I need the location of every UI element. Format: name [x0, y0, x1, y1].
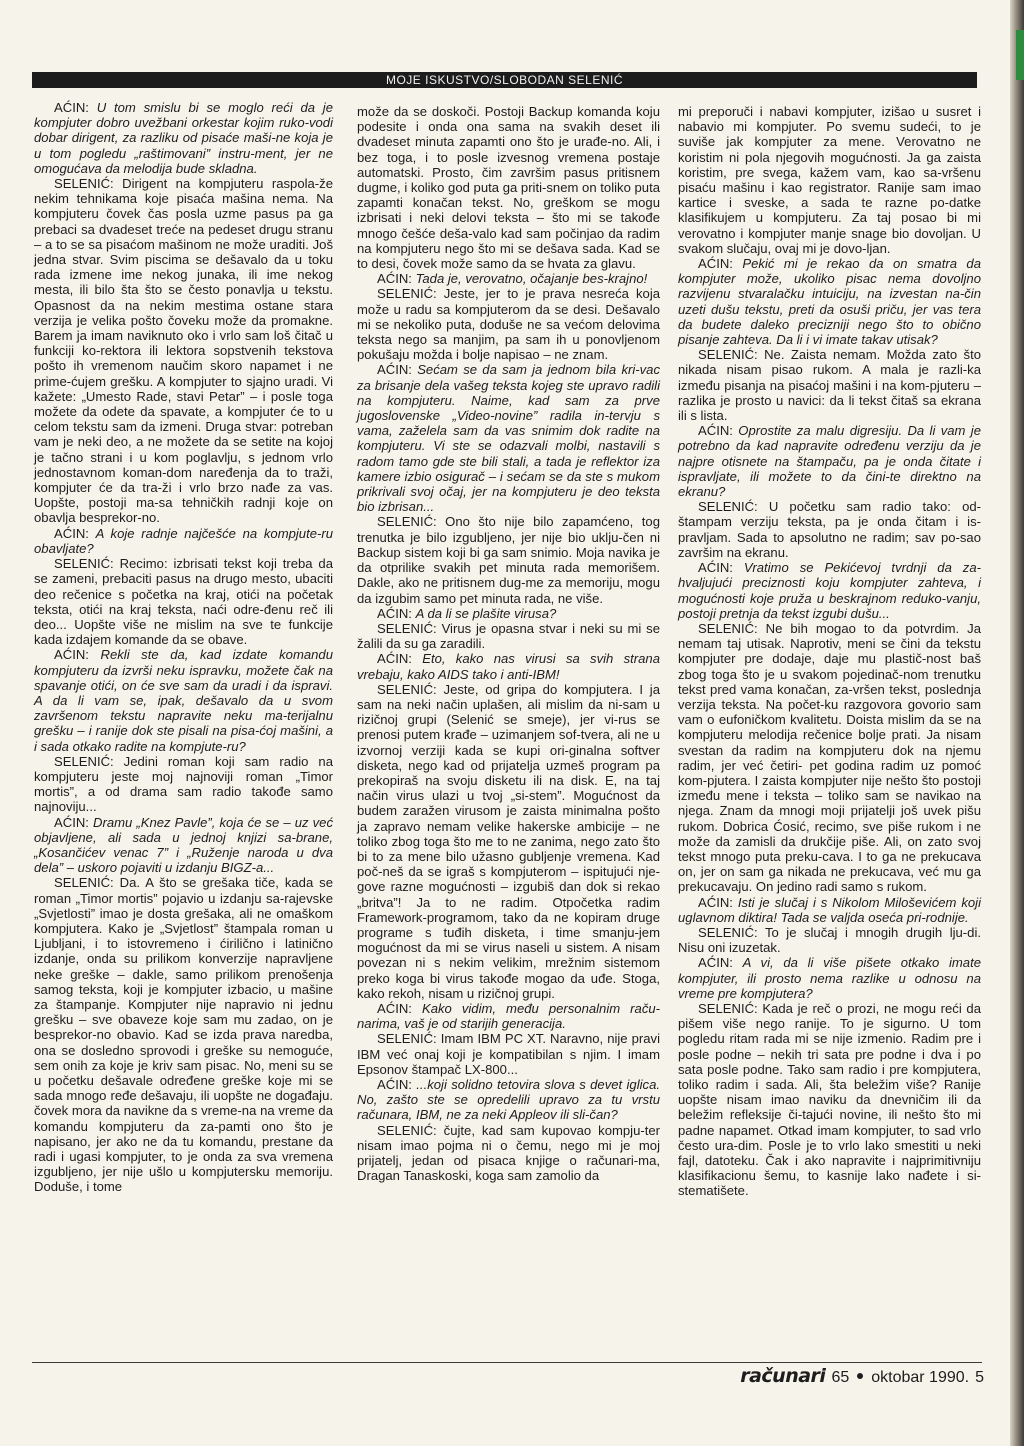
bullet-dot — [857, 1373, 863, 1379]
speaker-name: SELENIĆ — [54, 753, 111, 769]
text-column-3 — [678, 104, 981, 1199]
speaker-name: SELENIĆ — [54, 875, 111, 891]
interview-paragraph: SELENIĆ: Ono što nije bilo zapamćeno, tog trenutka je bilo izgubljeno, jer nije bio uklju-čen ni Backup sistem koji bi ga sam snimio. Moja navika je da otprilike svakih pet minuta rada memorišem. Dakle, ako ne pritisnem dug-me za memoriju, mogu da izgubim samo pet minuta rada, ne više. — [357, 514, 660, 606]
page-edge-mark — [1016, 30, 1024, 80]
interview-paragraph: SELENIĆ: Jedini roman koji sam radio na kompjuteru jeste moj najnoviji roman „Timor mortis”, a od drama sam radio takođe samo najnoviju... — [34, 753, 333, 815]
issue-number: 65 — [831, 1369, 850, 1386]
answer-text: Jeste, jer to je prava nesreća koja može u radu sa kompjuterom da se desi. Dešavalo mi se nekoliko puta, doduše ne sa većom delovima teksta nego sa manjim, pa sam ih u ponovljenom pokušaju možda i bolje napisao – ne znam. — [357, 286, 661, 363]
page-edge-shadow — [1010, 0, 1024, 1446]
question-text: Eto, kako nas virusi sa svih strana vrebaju, kako AIDS tako i anti-IBM! — [357, 651, 660, 682]
question-text: Isti je slučaj i s Nikolom Miloševićem koji uglavnom diktira! Tada se valjda oseća pri-rodnije. — [678, 894, 981, 925]
speaker-name: SELENIĆ — [698, 499, 755, 515]
interview-paragraph: SELENIĆ: U početku sam radio tako: od-štampam verziju teksta, pa je onda čitam i is-pravljam. Sada to apsolutno ne radim; sav po-sao završim na ekranu. — [678, 499, 981, 560]
speaker-name: SELENIĆ — [698, 1000, 755, 1016]
speaker-name: AĆIN — [54, 525, 86, 541]
answer-text: Kada je reč o prozi, ne mogu reći da pišem više nego ranije. To je sigurno. U tom pogledu ritam rada mi se nije izmenio. Radim pre i posle podne – nekih tri sata pre podne i dva i po sata posle podne. Tako sam radio i pre kompjutera, toliko radim i sada. Ali, šta beležim više? Ranije uopšte nisam imao naviku da dnevničim ili da beležim refleksije či-tajući novine, ili nešto što mi padne napamet. Otkad imam kompjuter, to sad vrlo često ura-dim. Posle je to vrlo lako smestiti u neki fajl, datoteku. Čak i ako napravite i najprimitivniju klasifikacionu šemu, to kasnije lako nađete i si-stematišete. — [678, 1000, 981, 1199]
speaker-name: SELENIĆ — [698, 620, 755, 636]
speaker-name: AĆIN — [377, 1077, 409, 1092]
question-text: Vratimo se Pekićevoj tvrdnji da za-hvaljujući preciznosti koju kompjuter zahteva, i mogućnosti koje pruža u beskrajnom reduko-vanju, postoji pretnja da tekst izgubi dušu... — [678, 560, 981, 621]
interview-paragraph — [678, 104, 981, 256]
speaker-name: SELENIĆ — [377, 286, 434, 302]
speaker-name: AĆIN — [54, 647, 86, 663]
question-text: Oprostite za malu digresiju. Da li vam je potrebno da kad napravite određenu verziju da je najpre otisnete na štampaču, pa je onda čitate i ispravljate, ili možete to da čini-te direktno na ekranu? — [678, 423, 981, 500]
interview-paragraph: AĆIN: Pekić mi je rekao da on smatra da kompjuter može, ukoliko pisac nema dovoljno razvijenu stvaralačku intuiciju, na izvestan na-čin uzeti dušu tekstu, preti da osuši priču, jer vas tera da budete daleko precizniji nego što to obično pisanje zahteva. Da li i vi imate takav utisak? — [678, 256, 981, 348]
question-text: A koje radnje najčešće na kompjute-ru obavljate? — [34, 525, 333, 556]
answer-text: Ne. Zaista nemam. Možda zato što nikada nisam pisao rukom. A mala je razli-ka između pisanja na pisaćoj mašini i na kom-pjuteru – razlika je prosto u navici: da li tekst čitaš sa ekrana ili s lista. — [678, 347, 981, 424]
answer-text: Dirigent na kompjuteru raspola-že nekim tehnikama koje pisaća mašina nema. Na kompjuteru čovek čas posla uzme pasus pa ga prebaci sa dvadeset treće na pedeset drugu stranu – a to se sa pisaćom mašinom ne može uraditi. Još jedna stvar. Svim piscima se dešavalo da u toku rada izmene ime nekog junaka, ili ime nekog mesta, ili bilo šta što se često ponavlja u tekstu. Opasnost da na nekim mestima ostane stara verzija je velika pošto čoveku može da promakne. Barem ja imam naviknuto oko i vrlo sam loš čitač u funkciji ko-rektora ili lektora sopstvenih tekstova pošto ih vremenom naučim skoro napamet i ne prime-ćujem grešku. A kompjuter to sjajno uradi. Vi kažete: „Umesto Rade, stavi Petar” – i posle toga možete da odete da spavate, a kompjuter će to u celom tekstu sam da izmeni. Druga stvar: potreban vam je neki deo, a ne možete da se setite na kojoj je tačno strani i u kom poglavlju, s jednom vrlo jednostavnom koman-dom naređenja da to traži, kompjuter će da tra-ži i vrlo brzo nađe za vas. Uopšte, postoji ma-sa tehničkih radnji koje on obavlja besprekor-no. — [34, 176, 333, 526]
answer-text: Jedini roman koji sam radio na kompjuteru jeste moj najnoviji roman „Timor mortis”, a od drama sam radio takođe samo najnoviju... — [34, 753, 333, 815]
section-header-bar — [32, 72, 977, 88]
speaker-name: SELENIĆ — [698, 347, 755, 363]
interview-paragraph: SELENIĆ: Jeste, jer to je prava nesreća koja može u radu sa kompjuterom da se desi. Dešavalo mi se nekoliko puta, doduše ne sa većom delovima teksta nego sa manjim, pa sam ih u ponovljenom pokušaju možda i bolje napisao – ne znam. — [357, 286, 661, 363]
speaker-name: AĆIN — [377, 651, 409, 667]
speaker-name: AĆIN — [377, 605, 409, 621]
interview-paragraph: AĆIN: Kako vidim, među personalnim raču-narima, vaš je od starijih generacija. — [357, 1000, 661, 1032]
question-text: Dramu „Knez Pavle”, koja će se – uz već objavljene, ali sada u jednoj knjizi sa-brane, „Kosančićev venac 7” i „Ruženje naroda u dva dela” – uskoro pojaviti u izdanju BIGZ-a... — [34, 814, 334, 876]
section-title: MOJE ISKUSTVO/SLOBODAN SELENIĆ — [385, 73, 624, 87]
interview-paragraph: AĆIN: Eto, kako nas virusi sa svih strana vrebaju, kako AIDS tako i anti-IBM! — [357, 651, 660, 682]
answer-text: mi preporuči i nabavi kompjuter, izišao u susret i nabavio mi kompjuter. Po svemu sudeći, to je suviše jak kompjuter za mene. Verovatno ne koristim ni pola njegovih mogućnosti. Ja ga zaista koristim, pre svega, kažem vam, kao sa-vršenu pisaću mašinu i kao registrator. Ranije sam imao kartice i sveske, a sada te razne po-datke klasifikujem u kompjuteru. Za taj posao bi mi verovatno i kompjuter manje snage bio dovoljan. U svakom slučaju, ovaj mi je dovo-ljan. — [678, 104, 981, 256]
interview-paragraph: AĆIN: Sećam se da sam ja jednom bila kri-vac za brisanje dela vašeg teksta kojeg ste upravo radili na kompjuteru. Naime, kad sam za prve jugoslovenske „Video-novine” radila in-tervju s vama, zaželela sam da vas snimim dok radite na kompjuteru. Vi ste se odazvali molbi, nastavili s radom tamo gde ste bili stali, a tada je reflektor iza kamere izbio osigurač – i sećam se da ste s mukom prikrivali svoj očaj, jer na kompjuteru je deo teksta bio izbrisan... — [357, 362, 660, 515]
page-footer — [740, 1366, 984, 1388]
speaker-name: AĆIN — [377, 1000, 409, 1016]
interview-paragraph: SELENIĆ: Recimo: izbrisati tekst koji treba da se zameni, prebaciti pasus na drugo mesto, ubaciti deo rečenice s početka na kraj, otići na početak teksta, otići na kraj teksta, naći odre-đenu reč ili deo... Uopšte više ne mislim na sve te funkcije kada izdajem komande da se obave. — [34, 556, 333, 648]
question-text: Kako vidim, među personalnim raču-narima, vaš je od starijih generacija. — [357, 1000, 661, 1032]
answer-text: Ono što nije bilo zapamćeno, tog trenutka je bilo izgubljeno, jer nije bio uklju-čen ni Backup sistem koji bi ga sam snimio. Moja navika je da otprilike svakih pet minuta rada memorišem. Dakle, ako ne pritisnem dug-me za memoriju, mogu da izgubim samo pet minuta rada, ne više. — [357, 514, 660, 606]
answer-text: Imam IBM PC XT. Naravno, nije pravi IBM već onaj koji je kompatibilan s njim. I imam Epsonov štampač LX-800... — [357, 1031, 660, 1077]
interview-paragraph: AĆIN: A koje radnje najčešće na kompjute-ru obavljate? — [34, 525, 333, 556]
interview-paragraph: AĆIN: Oprostite za malu digresiju. Da li vam je potrebno da kad napravite određenu verziju da je najpre otisnete na štampaču, pa je onda čitate i ispravljate, ili možete to da čini-te direktno na ekranu? — [678, 423, 981, 500]
speaker-name: AĆIN — [698, 256, 730, 272]
speaker-name: SELENIĆ — [377, 1122, 434, 1138]
answer-text: Jeste, od gripa do kompjutera. I ja sam na neki način uplašen, ali mislim da ni-sam u rizičnoj grupi (Selenić se smeje), jer vi-rus se prenosi putem krađe – uzimanjem sof-tvera, ali ne u izvornoj verziji kada se kupi ori-ginalna softver disketa, nego kad od prijatelja uzmeš program pa prekopiraš na svoju disketu ili na disk. E, na taj način virus ulazi u tvoj „si-stem”. Mogućnost da budem zaražen virusom je zaista minimalna pošto ja zapravo nemam velike hakerske ambicije – ne toliko zbog toga što me to ne zanima, nego zato što bi to za mene bilo užasno gubljenje vremena. Kad poč-neš da se igraš s kompjuterom – ispitujući nje-gove razne mogućnosti – izgubiš dan dok si rekao „britva”! Ja to ne radim. Otpočetka radim Framework-programom, tako da ne kopiram druge programe s tuđih disketa, i time smanju-jem mogućnost da mi se virus naseli u sistem. A nisam povezan ni s nekim velikim, mrežnim sistemom preko koga bi virus takođe mogao da uđe. Stoga, kako rekoh, nisam u rizičnoj grupi. — [357, 681, 660, 1001]
interview-paragraph: SELENIĆ: To je slučaj i mnogih drugih lju-di. Nisu oni izuzetak. — [678, 924, 981, 956]
text-column-1 — [34, 100, 333, 1195]
speaker-name: AĆIN — [54, 814, 86, 830]
interview-paragraph: SELENIĆ: Kada je reč o prozi, ne mogu reći da pišem više nego ranije. To je sigurno. U tom pogledu ritam rada mi se nije izmenio. Radim pre i posle podne – nekih tri sata pre podne i dva i po sata posle podne. Tako sam radio i pre kompjutera, toliko radim i sada. Ali, šta beležim više? Ranije uopšte nisam imao naviku da dnevničim ili da beležim refleksije či-tajući novine, ili nešto što mi padne napamet. Otkad imam kompjuter, to sad vrlo često ura-dim. Posle je to vrlo lako smestiti u neki fajl, datoteku. Čak i ako napravite i najprimitivniju klasifikacionu šemu, to kasnije lako nađete i si-stematišete. — [678, 1000, 981, 1199]
speaker-name: SELENIĆ — [377, 620, 434, 636]
interview-paragraph: AĆIN: Vratimo se Pekićevoj tvrdnji da za-hvaljujući preciznosti koju kompjuter zahteva, i mogućnosti koje pruža u beskrajnom reduko-vanju, postoji pretnja da tekst izgubi dušu... — [678, 560, 981, 621]
interview-paragraph: AĆIN: ...koji solidno tetovira slova s devet iglica. No, zašto ste se opredelili upravo za tu vrstu računara, IBM, ne za neki Appleov ili sli-čan? — [357, 1077, 660, 1123]
interview-paragraph: AĆIN: Rekli ste da, kad izdate komandu kompjuteru da izvrši neku ispravku, možete čak na spavanje otići, on će sve sam da uradi i da ispravi. A da li vam se, ipak, dešavalo da u svom završenom tekstu napravite neku ma-terijalnu grešku – i ranije dok ste pisali na pisa-ćoj mašini, a i sada otkako radite na kompjute-ru? — [34, 647, 333, 754]
speaker-name: AĆIN — [698, 955, 730, 971]
speaker-name: SELENIĆ — [377, 514, 434, 530]
speaker-name: AĆIN — [377, 271, 409, 287]
answer-text: U početku sam radio tako: od-štampam verziju teksta, pa je onda čitam i is-pravljam. Sada to apsolutno ne radim; sav po-sao završim na ekranu. — [678, 499, 981, 560]
interview-paragraph: AĆIN: A vi, da li više pišete otkako imate kompjuter, ili prosto nema razlike u odnosu na vreme pre kompjutera? — [678, 955, 981, 1001]
speaker-name: SELENIĆ — [377, 1031, 434, 1047]
question-text: Tada je, verovatno, očajanje bes-krajno! — [415, 271, 648, 287]
interview-paragraph: SELENIĆ: Imam IBM PC XT. Naravno, nije pravi IBM već onaj koji je kompatibilan s njim. I imam Epsonov štampač LX-800... — [357, 1031, 660, 1077]
question-text: Pekić mi je rekao da on smatra da kompjuter može, ukoliko pisac nema dovoljno razvijenu stvaralačku intuiciju, na izvestan na-čin uzeti dušu tekstu, preti da osuši priču, jer vas tera da budete daleko precizniji nego što to obično pisanje zahteva. Da li i vi imate takav utisak? — [678, 256, 981, 348]
question-text: Rekli ste da, kad izdate komandu kompjuteru da izvrši neku ispravku, možete čak na spavanje otići, on će sve sam da uradi i da ispravi. A da li vam se, ipak, dešavalo da u svom završenom tekstu napravite neku ma-terijalnu grešku – i ranije dok ste pisali na pisa-ćoj mašini, a i sada otkako radite na kompjute-ru? — [34, 647, 333, 754]
interview-paragraph: SELENIĆ: čujte, kad sam kupovao kompju-ter nisam imao pojma ni o čemu, nego mi je moj prijatelj, jedan od pisaca knjige o računari-ma, Dragan Tanaskoski, koga sam zamolio da — [357, 1122, 660, 1184]
speaker-name: AĆIN — [698, 894, 730, 910]
text-column-2 — [357, 104, 660, 1183]
page-number: 5 — [975, 1369, 984, 1386]
interview-paragraph — [357, 104, 660, 271]
speaker-name: AĆIN — [54, 100, 86, 115]
interview-paragraph: SELENIĆ: Jeste, od gripa do kompjutera. I ja sam na neki način uplašen, ali mislim da ni-sam u rizičnoj grupi (Selenić se smeje), jer vi-rus se prenosi putem krađe – uzimanjem sof-tvera, ali ne u izvornoj verziji kada se kupi ori-ginalna softver disketa, nego kad od prijatelja uzmeš program pa prekopiraš na svoju disketu ili na disk. E, na taj način virus ulazi u tvoj „si-stem”. Mogućnost da budem zaražen virusom je zaista minimalna pošto ja zapravo nemam velike hakerske ambicije – ne toliko zbog toga što me to ne zanima, nego zato što bi to za mene bilo užasno gubljenje vremena. Kad poč-neš da se igraš s kompjuterom – ispitujući nje-gove razne mogućnosti – izgubiš dan dok si rekao „britva”! Ja to ne radim. Otpočetka radim Framework-programom, tako da ne kopiram druge programe s tuđih disketa, i time smanju-jem mogućnost da mi se virus naseli u sistem. A nisam povezan ni s nekim velikim, mrežnim sistemom preko koga bi virus takođe mogao da uđe. Stoga, kako rekoh, nisam u rizičnoj grupi. — [357, 681, 660, 1001]
interview-paragraph: AĆIN: U tom smislu bi se moglo reći da je kompjuter dobro uvežbani orkestar kojim ruko-vodi dobar dirigent, za razliku od pisaće maši-ne koja je u tom pogledu „raštimovani” instru-ment, jer ne omogućava da melodija bude skladna. — [34, 100, 333, 176]
question-text: A da li se plašite virusa? — [415, 605, 557, 621]
answer-text: Recimo: izbrisati tekst koji treba da se zameni, prebaciti pasus na drugo mesto, ubaciti deo rečenice s početka na kraj, otići na početak teksta, otići na kraj teksta, naći odre-đenu reč ili deo... Uopšte više ne mislim na sve te funkcije kada izdajem komande da se obave. — [34, 556, 333, 648]
interview-paragraph: SELENIĆ: Da. A što se grešaka tiče, kada se roman „Timor mortis” pojavio u izdanju sa-rajevske „Svjetlosti” imao je dosta grešaka, ali ne omaškom kompjutera. Kako je „Svjetlost” štampala roman u Ljubljani, i to istovremeno i ćirilično i latinično izdanje, onda su prilikom konverzije napravljene neke greške – dakle, samo prilikom prenošenja samog teksta, koji je kompjuter izbacio, u mašine za štampanje. Kompjuter nije napravio ni jednu grešku – sve obaveze koje sam mu zadao, on je besprekor-no obavio. Kad se izda prava naredba, ona se dosledno sprovodi i greške su nemoguće, sem onih za koje je kriv sam pisac. No, meni su se u početku dešavale određene greške koje mi se sada mnogo ređe dešavaju, ili uopšte ne događaju. čovek mora da navikne da s vreme-na na vreme da komandu kompjuteru da za-pamti ono što je napisano, jer ako ne da tu komandu, prestane da radi i ugasi kompjuter, to je onda za sva vremena izgubljeno, jer nije ušlo u kompjutersku memoriju. Doduše, i tome — [34, 875, 334, 1195]
question-text: A vi, da li više pišete otkako imate kompjuter, ili prosto nema razlike u odnosu na vreme pre kompjutera? — [678, 955, 981, 1001]
answer-text: čujte, kad sam kupovao kompju-ter nisam imao pojma ni o čemu, nego mi je moj prijatelj, jedan od pisaca knjige o računari-ma, Dragan Tanaskoski, koga sam zamolio da — [357, 1122, 660, 1184]
issue-date: oktobar 1990. — [871, 1369, 970, 1386]
interview-paragraph: AĆIN: A da li se plašite virusa? — [377, 605, 557, 621]
question-text: Sećam se da sam ja jednom bila kri-vac za brisanje dela vašeg teksta kojeg ste upravo radili na kompjuteru. Naime, kad sam za prve jugoslovenske „Video-novine” radila in-tervju s vama, zaželela sam da vas snimim dok radite na kompjuteru. Vi ste se odazvali molbi, nastavili s radom tamo gde ste bili stali, a tada je reflektor iza kamere izbio osigurač – i sećam se da ste s mukom prikrivali svoj očaj, jer na kompjuteru je deo teksta bio izbrisan... — [357, 362, 660, 515]
question-text: ...koji solidno tetovira slova s devet iglica. No, zašto ste se opredelili upravo za tu vrstu računara, IBM, ne za neki Appleov ili sli-čan? — [357, 1077, 660, 1123]
interview-paragraph: SELENIĆ: Dirigent na kompjuteru raspola-že nekim tehnikama koje pisaća mašina nema. Na kompjuteru čovek čas posla uzme pasus pa ga prebaci sa dvadeset treće na pedeset drugu stranu – a to se sa pisaćom mašinom ne može uraditi. Još jedna stvar. Svim piscima se dešavalo da u toku rada izmene ime nekog junaka, ili ime nekog mesta, ili bilo šta što se često ponavlja u tekstu. Opasnost da na nekim mestima ostane stara verzija je velika pošto čoveku može da promakne. Barem ja imam naviknuto oko i vrlo sam loš čitač u funkciji ko-rektora ili lektora sopstvenih tekstova pošto ih vremenom naučim skoro napamet i ne prime-ćujem grešku. A kompjuter to sjajno uradi. Vi kažete: „Umesto Rade, stavi Petar” – i posle toga možete da odete da spavate, a kompjuter će to u celom tekstu sam da izmeni. Druga stvar: potreban vam je neki deo, a ne možete da se setite na kojoj je tačno strani i u kom poglavlju, s jednom vrlo jednostavnom koman-dom naređenja da to traži, kompjuter će da tra-ži i vrlo brzo nađe za vas. Uopšte, postoji ma-sa tehničkih radnji koje on obavlja besprekor-no. — [34, 176, 333, 526]
answer-text: Ne bih mogao to da potvrdim. Ja nemam taj utisak. Naprotiv, meni se čini da tekstu kompjuter pre dodaje, daje mu plastič-nost baš zbog toga što je u svakom pojedinač-nom trenutku tekst pred vama konačan, za-vršen tekst, poslednja verzija teksta. Na počet-ku razgovora govorio sam vam o eufoničkom kvalitetu. Doista mislim da se na kompjuteru melodija rečenice bolje prati. Ja nisam svestan da radim na kompjuteru dok na njemu radim, jer već četiri- pet godina radim uz pomoć kom-pjutera. I zaista kompjuter nije nešto što postoji između menе i teksta – toliko sam se navikao na njega. Znam da mnogi moji prijatelji još uvek pišu rukom. Dobrica Ćosić, recimo, sve piše rukom i ne može da zamisli da drukčije piše. Ali, on zato svoj tekst mnogo puta preku-cava. I to ga ne prekucava on, jer on sam ga nikada ne prekucava, već mu ga prekucavaju. On jedino radi samo s rukom. — [678, 620, 981, 895]
speaker-name: SELENIĆ — [54, 556, 111, 572]
answer-text: Virus je opasna stvar i neki su mi se žalili da su ga zaradili. — [357, 620, 661, 652]
speaker-name: SELENIĆ — [377, 681, 434, 697]
speaker-name: SELENIĆ — [54, 176, 111, 192]
interview-paragraph: AĆIN: Tada je, verovatno, očajanje bes-krajno! — [377, 271, 648, 287]
speaker-name: AĆIN — [698, 560, 730, 576]
interview-paragraph: SELENIĆ: Ne bih mogao to da potvrdim. Ja nemam taj utisak. Naprotiv, meni se čini da tekstu kompjuter pre dodaje, daje mu plastič-nost baš zbog toga što je u svakom pojedinač-nom trenutku tekst pred vama konačan, za-vršen tekst, poslednja verzija teksta. Na počet-ku razgovora govorio sam vam o eufoničkom kvalitetu. Doista mislim da se na kompjuteru melodija rečenice bolje prati. Ja nisam svestan da radim na kompjuteru dok na njemu radim, jer već četiri- pet godina radim uz pomoć kom-pjutera. I zaista kompjuter nije nešto što postoji između menе i teksta – toliko sam se navikao na njega. Znam da mnogi moji prijatelji još uvek pišu rukom. Dobrica Ćosić, recimo, sve piše rukom i ne može da zamisli da drukčije piše. Ali, on zato svoj tekst mnogo puta preku-cava. I to ga ne prekucava on, jer on sam ga nikada ne prekucava, već mu ga prekucavaju. On jedino radi samo s rukom. — [678, 620, 981, 895]
interview-paragraph: SELENIĆ: Virus je opasna stvar i neki su mi se žalili da su ga zaradili. — [357, 620, 661, 652]
magazine-logo: računari — [740, 1365, 826, 1387]
speaker-name: SELENIĆ — [698, 924, 755, 940]
footer-rule — [32, 1362, 982, 1363]
answer-text: Da. A što se grešaka tiče, kada se roman „Timor mortis” pojavio u izdanju sa-rajevske „Svjetlosti” imao je dosta grešaka, ali ne omaškom kompjutera. Kako je „Svjetlost” štampala roman u Ljubljani, i to istovremeno i ćirilično i latinično izdanje, onda su prilikom konverzije napravljene neke greške – dakle, samo prilikom prenošenja samog teksta, koji je kompjuter izbacio, u mašine za štampanje. Kompjuter nije napravio ni jednu grešku – sve obaveze koje sam mu zadao, on je besprekor-no obavio. Kad se izda prava naredba, ona se dosledno sprovodi i greške su nemoguće, sem onih za koje je kriv sam pisac. No, meni su se u početku dešavale određene greške koje mi se sada mnogo ređe dešavaju, ili uopšte ne događaju. čovek mora da navikne da s vreme-na na vreme da komandu kompjuteru da za-pamti ono što je napisano, jer ako ne da tu komandu, prestane da radi i ugasi kompjuter, to je onda za sva vremena izgubljeno, jer nije ušlo u kompjutersku memoriju. Doduše, i tome — [34, 875, 334, 1195]
question-text: U tom smislu bi se moglo reći da je kompjuter dobro uvežbani orkestar kojim ruko-vodi dobar dirigent, za razliku od pisaće maši-ne koja je u tom pogledu „raštimovani” instru-ment, jer ne omogućava da melodija bude skladna. — [34, 100, 333, 176]
answer-text: To je slučaj i mnogih drugih lju-di. Nisu oni izuzetak. — [678, 924, 981, 956]
answer-text: može da se doskoči. Postoji Backup komanda koju podesite i onda ona sama na svakih deset ili dvadeset minuta zapamti ono što je urađe-no. Ali, i bez toga, i to posle izvesnog vremena postaje automatski. Prosto, čim završim pasus pritisnem dugme, i koliko god puta ga priti-snem on toliko puta zapamti konačan tekst. No, greškom se mogu izbrisati i neki delovi teksta – što mi se takođe mnogo češće deša-valo kad sam počinjao da radim na kompjuteru nego što mi se dešava sada. Kad se to desi, čovek može samo da se hvata za glavu. — [357, 104, 660, 272]
interview-paragraph: AĆIN: Dramu „Knez Pavle”, koja će se – uz već objavljene, ali sada u jednoj knjizi sa-brane, „Kosančićev venac 7” i „Ruženje naroda u dva dela” – uskoro pojaviti u izdanju BIGZ-a... — [34, 814, 334, 876]
interview-paragraph: AĆIN: Isti je slučaj i s Nikolom Miloševićem koji uglavnom diktira! Tada se valjda oseća pri-rodnije. — [678, 894, 981, 925]
interview-paragraph: SELENIĆ: Ne. Zaista nemam. Možda zato što nikada nisam pisao rukom. A mala je razli-ka između pisanja na pisaćoj mašini i na kom-pjuteru – razlika je prosto u navici: da li tekst čitaš sa ekrana ili s lista. — [678, 347, 981, 424]
speaker-name: AĆIN — [377, 362, 409, 378]
speaker-name: AĆIN — [698, 423, 730, 439]
